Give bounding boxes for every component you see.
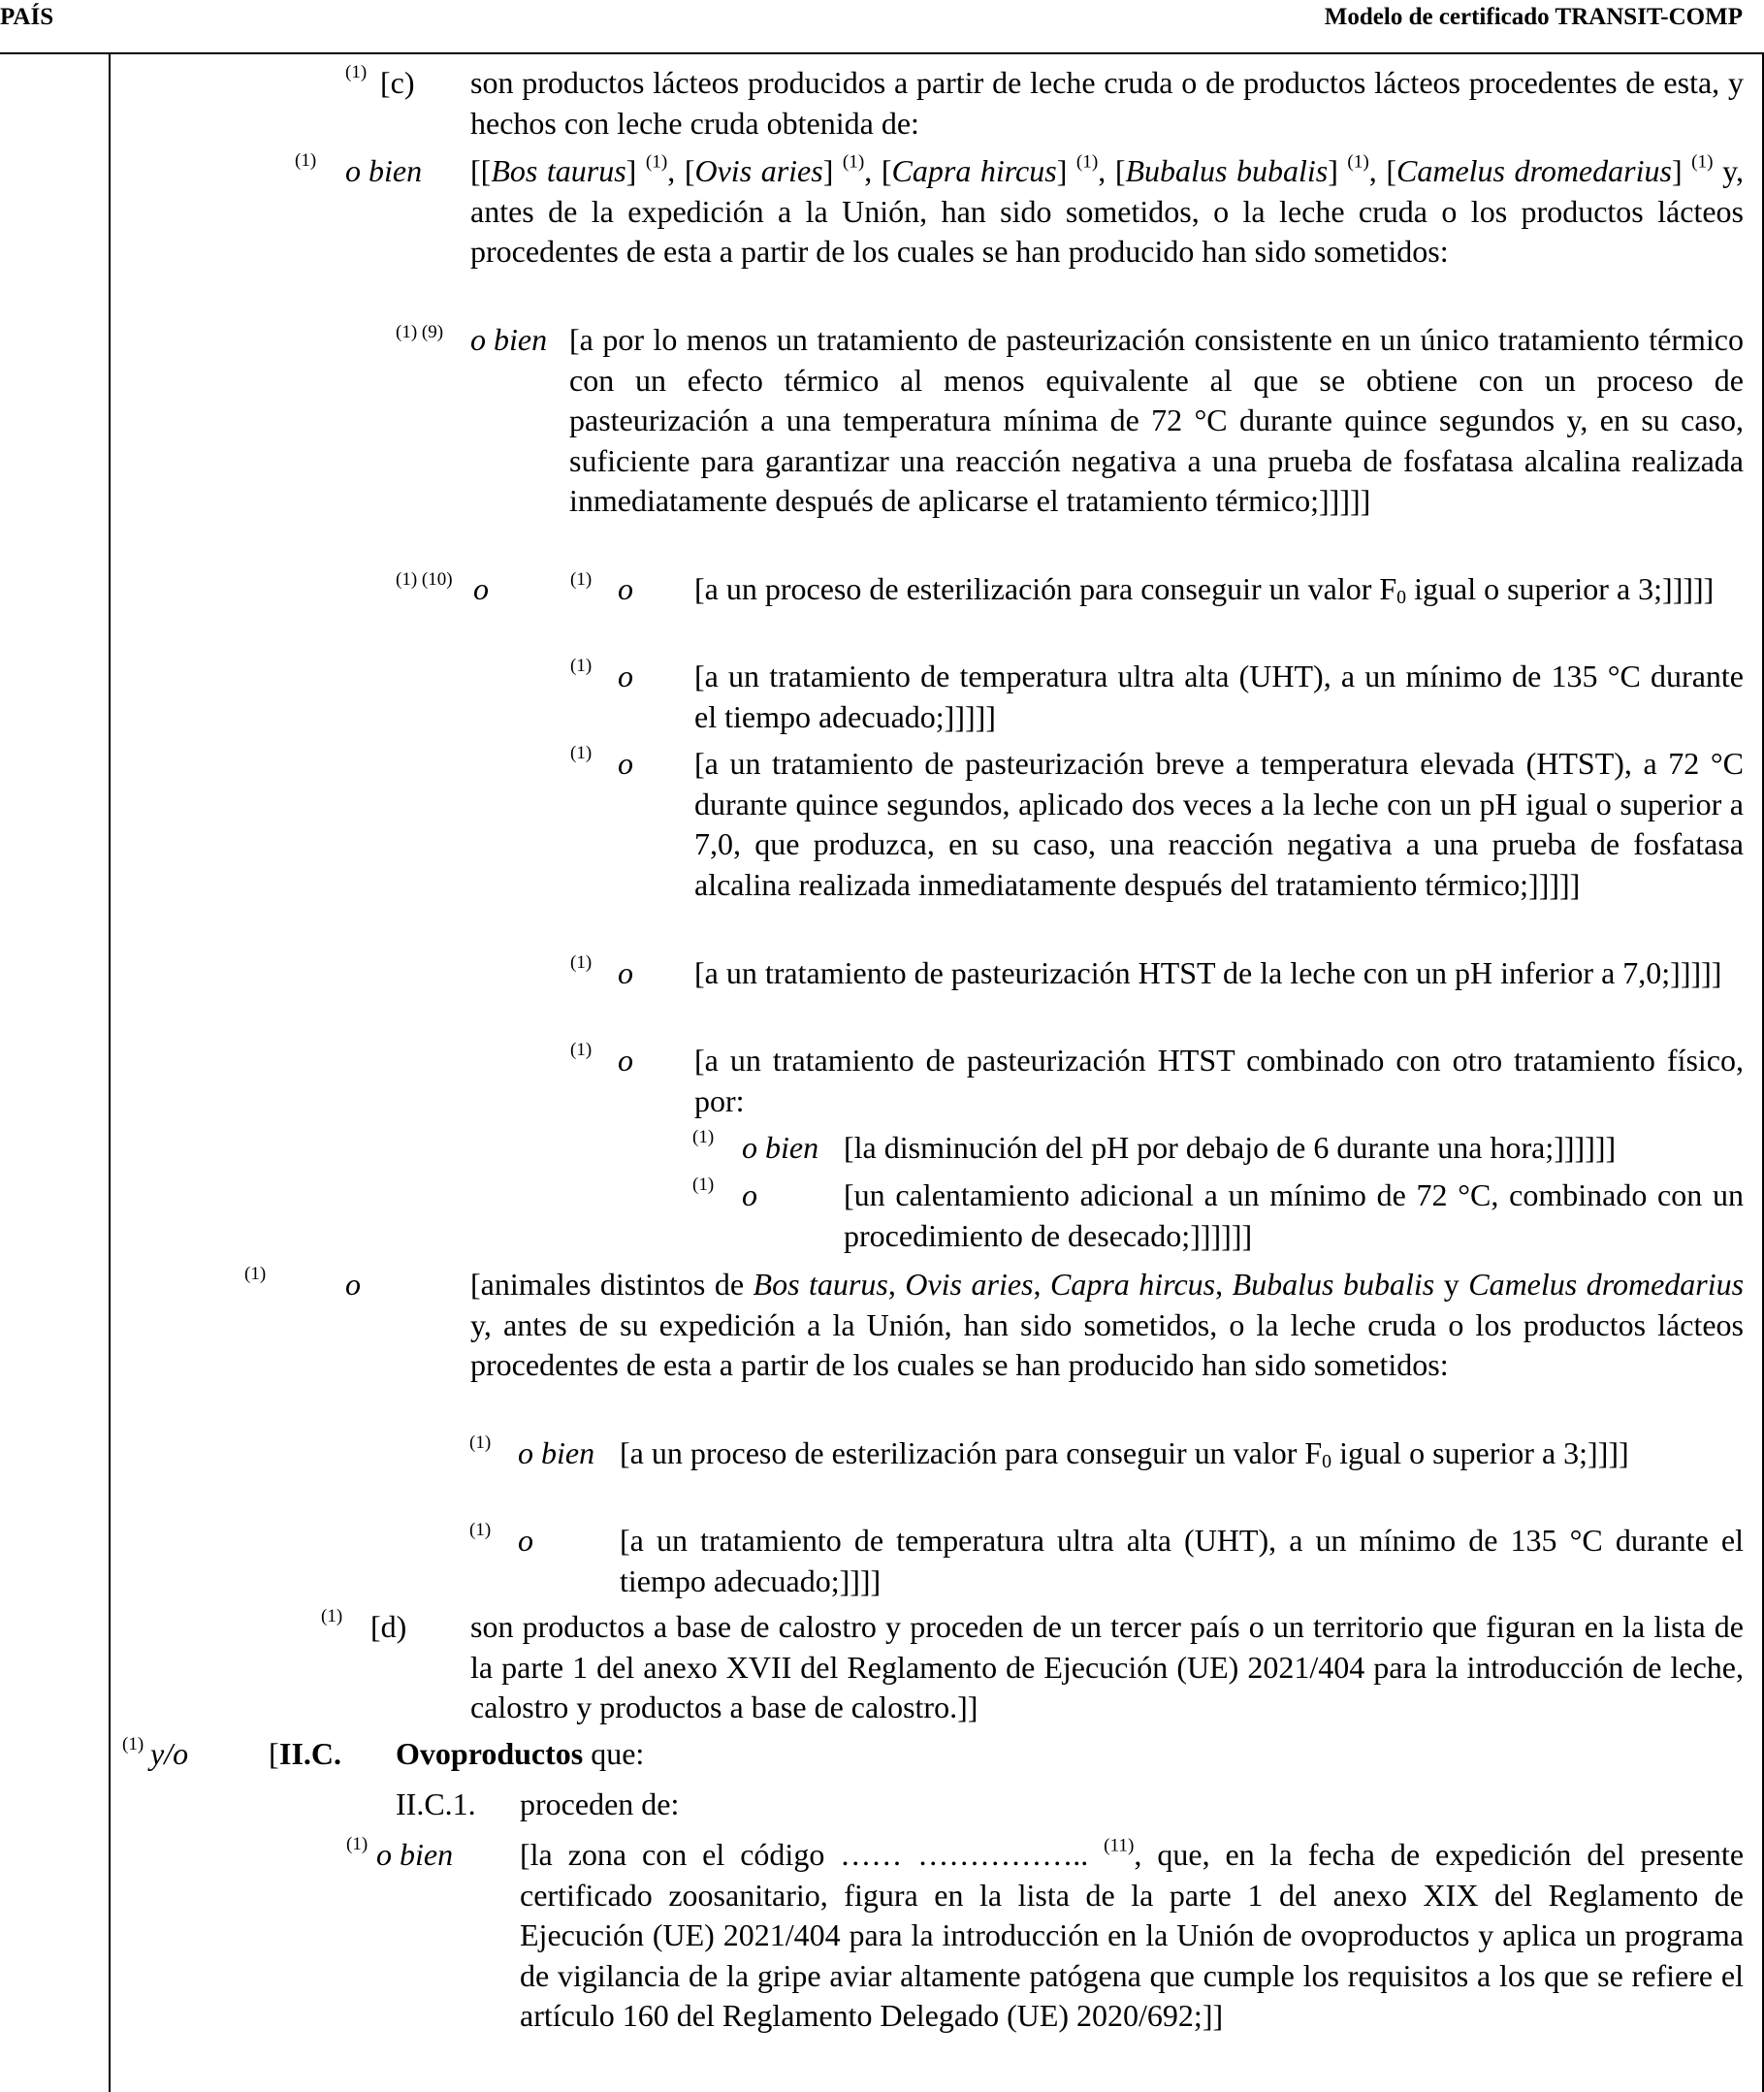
option-o: o	[618, 955, 633, 990]
footnote-ref: (1)	[122, 1734, 144, 1754]
footnote-ref: (1)	[570, 952, 593, 973]
option-o: o	[518, 1523, 533, 1558]
item-marker-d: [d)	[370, 1609, 407, 1644]
footnote-ref: (1)	[570, 1040, 593, 1060]
htst-twice-text: [a un tratamiento de pasteurización breve a temperatura elevada (HTST), a 72 °C durante quince segundos, aplicado dos veces a la leche con un pH igual o superior a 7,0, que produzca, en su caso, una reacción negativa a una prueba de fosfatasa alcalina realizada inmediatamente después del tratamiento térmico;]]]]]	[694, 746, 1744, 902]
section-number: II.C.	[279, 1736, 342, 1771]
option-o: o	[618, 1043, 633, 1078]
item-c-text: son productos lácteos producidos a partir de leche cruda o de productos lácteos procedentes de esta, y hechos con leche cruda obtenida de:	[470, 65, 1744, 141]
pasteurization-paragraph: [a por lo menos un tratamiento de pasteurización consistente en un único tratamiento térmico con un efecto térmico al menos equivalente al que se obtiene con un proceso de pasteurización a una temperatura mínima de 72 °C durante quince segundos y, en su caso, suficiente para garantizar una reacción negativa a una prueba de fosfatasa alcalina realizada inmediatamente después de aplicarse el tratamiento térmico;]]]]]	[569, 322, 1744, 518]
top-rule	[0, 52, 1764, 54]
item-d-text: son productos a base de calostro y proceden de un tercer país o un territorio que figuran en la lista de la parte 1 del anexo XVII del Reglamento de Ejecución (UE) 2021/404 para la introducción de leche, calostro y productos a base de calostro.]]	[470, 1609, 1744, 1724]
sterilization-text: [a un proceso de esterilización para conseguir un valor $F_0$ igual o superior a 3;]]]]]	[694, 571, 1715, 608]
sterilization-2-text: [a un proceso de esterilización para conseguir un valor $F_0$ igual o superior a 3;]]]]	[620, 1435, 1629, 1472]
option-o-bien: o bien	[470, 322, 548, 357]
heating-text: [un calentamiento adicional a un mínimo de 72 °C, combinado con un procedimiento de desecado;]]]]]]	[844, 1177, 1744, 1253]
htst-combined-text: [a un tratamiento de pasteurización HTST combinado con otro tratamiento físico, por:	[694, 1043, 1744, 1118]
header-model: Modelo de certificado TRANSIT-COMP	[1324, 4, 1743, 30]
section-title: Ovoproductos que:	[396, 1736, 645, 1771]
option-o: o	[473, 571, 489, 606]
option-o: o	[618, 746, 633, 781]
footnote-ref: (1)	[295, 150, 317, 171]
header-country: PAÍS	[0, 4, 54, 30]
footnote-ref: (1) (10)	[396, 569, 453, 590]
subsection-number: II.C.1.	[396, 1786, 476, 1821]
option-o: o	[345, 1267, 361, 1302]
item-marker-c: [c)	[380, 65, 415, 100]
subsection-text: proceden de:	[520, 1786, 680, 1821]
footnote-ref: (1) (9)	[396, 322, 444, 342]
ph-lowering-text: [la disminución del pH por debajo de 6 durante una hora;]]]]]]	[844, 1130, 1617, 1165]
section-bracket: [	[269, 1736, 279, 1771]
footnote-ref: (1)	[692, 1127, 715, 1147]
left-column-rule	[109, 53, 111, 2092]
option-o-bien: o bien	[742, 1130, 819, 1165]
option-o: o	[618, 571, 633, 606]
footnote-ref: (1)	[244, 1264, 267, 1284]
page-header	[0, 0, 1764, 53]
other-animals-paragraph: [animales distintos de Bos taurus, Ovis aries, Capra hircus, Bubalus bubalis y Camelus dromedarius y, antes de su expedición a la Unión, han sido sometidos, o la leche cruda o los productos lácteos procedentes de esta a partir de los cuales se han producido han sido sometidos:	[470, 1267, 1745, 1382]
option-o: o	[742, 1177, 757, 1212]
zone-paragraph: [la zona con el código …… …………….. $^{(11)}$, que, en la fecha de expedición del presente certificado zoosanitario, figura en la lista de la parte 1 del anexo XIX del Reglamento de Ejecución (UE) 2021/404 para la introducción en la Unión de ovoproductos y aplica un programa de vigilancia de la gripe aviar altamente patógena que cumple los requisitos a los que se refiere el artículo 160 del Reglamento Delegado (UE) 2020/692;]]	[520, 1835, 1745, 2033]
footnote-ref: (1)	[321, 1606, 343, 1626]
htst-low-ph-text: [a un tratamiento de pasteurización HTST de la leche con un pH inferior a 7,0;]]]]]	[694, 955, 1722, 990]
footnote-ref: (1)	[692, 1175, 715, 1195]
uht-2-text: [a un tratamiento de temperatura ultra alta (UHT), a un mínimo de 135 °C durante el tiempo adecuado;]]]]	[620, 1523, 1744, 1598]
option-y-o: y/o	[150, 1736, 189, 1771]
option-o-bien: o bien	[376, 1837, 454, 1872]
option-o-bien: o bien	[345, 153, 423, 188]
footnote-ref: (1)	[469, 1520, 492, 1540]
footnote-ref: (1)	[345, 62, 368, 82]
species-paragraph: [[Bos taurus] $^{(1)}$, [Ovis aries] $^{(1)}$, [Capra hircus] $^{(1)}$, [Bubalus bubalis] $^{(1)}$, [Camelus dromedarius] $^{(1)}$ y, antes de la expedición a la Unión, han sido sometidos, o la leche cruda o los productos lácteos procedentes de esta a partir de los cuales se han producido han sido sometidos:	[470, 151, 1745, 269]
uht-text: [a un tratamiento de temperatura ultra alta (UHT), a un mínimo de 135 °C durante el tiempo adecuado;]]]]]	[694, 659, 1744, 734]
option-o-bien: o bien	[518, 1435, 595, 1470]
footnote-ref: (1)	[570, 743, 593, 763]
footnote-ref: (1)	[469, 1432, 492, 1453]
footnote-ref: (1)	[346, 1834, 369, 1854]
option-o: o	[618, 659, 633, 693]
footnote-ref: (1)	[570, 656, 593, 676]
footnote-ref: (1)	[570, 569, 593, 590]
